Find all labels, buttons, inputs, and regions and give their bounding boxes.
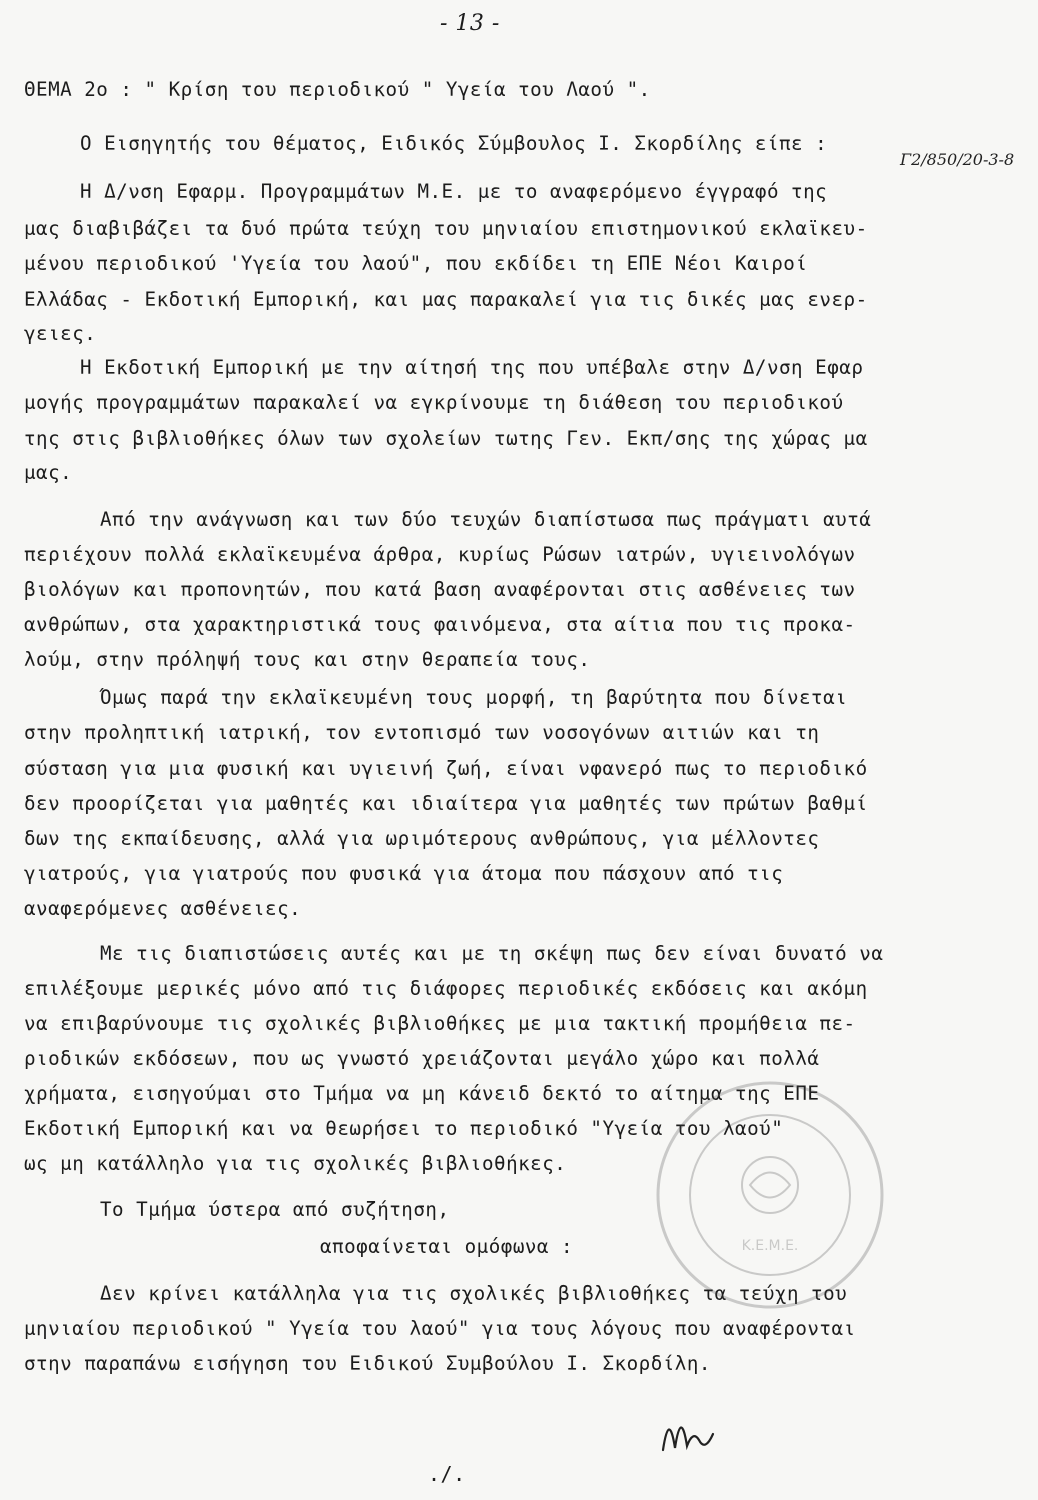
p4-line: Όμως παρά την εκλαϊκευμένη τους μορφή, τη βαρύτητα που δίνεται <box>100 686 848 709</box>
decision-intro-2: αποφαίνεται ομόφωνα : <box>320 1235 574 1258</box>
p3-line: Από την ανάγνωση και των δύο τευχών διαπίστωσα πως πράγματι αυτά <box>100 508 872 531</box>
p4-line: αναφερόμενες ασθένειες. <box>24 897 302 920</box>
p5-line: επιλέξουμε μερικές μόνο από τις διάφορες περιοδικές εκδόσεις και ακόμη <box>24 977 868 1000</box>
stamp-text: Κ.Ε.Μ.Ε. <box>741 1238 799 1254</box>
p5-line: να επιβαρύνουμε τις σχολικές βιβλιοθήκες με μια τακτική προμήθεια πε- <box>24 1012 856 1035</box>
p3-line: περιέχουν πολλά εκλαϊκευμένα άρθρα, κυρίως Ρώσων ιατρών, υγιεινολόγων <box>24 543 856 566</box>
p2-line: της στις βιβλιοθήκες όλων των σχολείων τωτης Γεν. Εκπ/σης της χώρας μα <box>24 427 868 450</box>
p2-line: μογής προγραμμάτων παρακαλεί να εγκρίνουμε τη διάθεση του περιοδικού <box>24 391 844 414</box>
p3-line: λούμ, στην πρόληψή τους και στην θεραπεία τους. <box>24 648 591 671</box>
intro-line: Ο Εισηγητής του θέματος, Ειδικός Σύμβουλος Ι. Σκορδίλης είπε : <box>80 132 828 155</box>
p5-line: ως μη κατάλληλο για τις σχολικές βιβλιοθήκες. <box>24 1152 567 1175</box>
p2-line: μας. <box>24 461 73 484</box>
p2-line: Η Εκδοτική Εμπορική με την αίτησή της που υπέβαλε στην Δ/νση Εφαρ <box>80 356 864 379</box>
official-stamp-icon <box>650 1075 890 1315</box>
p4-line: δεν προορίζεται για μαθητές και ιδιαίτερα για μαθητές των πρώτων βαθμί <box>24 792 868 815</box>
page-number: - 13 - <box>440 11 500 36</box>
decision-line: μηνιαίου περιοδικού " Υγεία του λαού" για τους λόγους που αναφέρονται <box>24 1317 856 1340</box>
decision-intro-1: Το Τμήμα ύστερα από συζήτηση, <box>100 1198 450 1221</box>
decision-line: Δεν κρίνει κατάλληλα για τις σχολικές βιβλιοθήκες τα τεύχη του <box>100 1282 848 1305</box>
p1-line: μένου περιοδικού 'Υγεία του λαού", που εκδίδει τη ΕΠΕ Νέοι Καιροί <box>24 252 808 275</box>
p4-line: δων της εκπαίδευσης, αλλά για ωριμότερους ανθρώπους, για μέλλοντες <box>24 827 820 850</box>
handwritten-reference: Γ2/850/20-3-8 <box>900 150 1015 169</box>
p3-line: ανθρώπων, στα χαρακτηριστικά τους φαινόμενα, στα αίτια που τις προκα- <box>24 613 856 636</box>
p1-line: μας διαβιβάζει τα δυό πρώτα τεύχη του μηνιαίου επιστημονικού εκλαϊκευ- <box>24 217 868 240</box>
p4-line: σύσταση για μια φυσική και υγιεινή ζωή, είναι νφανερό πως το περιοδικό <box>24 757 868 780</box>
p5-line: Με τις διαπιστώσεις αυτές και με τη σκέψη πως δεν είναι δυνατό να <box>100 942 884 965</box>
decision-line: στην παραπάνω εισήγηση του Ειδικού Συμβούλου Ι. Σκορδίλη. <box>24 1352 711 1375</box>
page-title: ΘΕΜΑ 2ο : " Κρίση του περιοδικού " Υγεία του Λαού ". <box>24 78 651 101</box>
p4-line: γιατρούς, για γιατρούς που φυσικά για άτομα που πάσχουν από τις <box>24 862 784 885</box>
p5-line: ριοδικών εκδόσεων, που ως γνωστό χρειάζονται μεγάλο χώρο και πολλά <box>24 1047 820 1070</box>
p1-line: γειες. <box>24 322 97 345</box>
footer-mark: ./. <box>428 1462 466 1486</box>
p5-line: χρήματα, εισηγούμαι στο Τμήμα να μη κάνειδ δεκτό το αίτημα της ΕΠΕ <box>24 1082 820 1105</box>
p1-line: Ελλάδας - Εκδοτική Εμπορική, και μας παρακαλεί για τις δικές μας ενερ- <box>24 288 868 311</box>
p3-line: βιολόγων και προπονητών, που κατά βαση αναφέρονται στις ασθένειες των <box>24 578 856 601</box>
p4-line: στην προληπτική ιατρική, τον εντοπισμό των νοσογόνων αιτιών και τη <box>24 721 820 744</box>
signature-icon <box>655 1400 725 1460</box>
p5-line: Εκδοτική Εμπορική και να θεωρήσει το περιοδικό "Υγεία του λαού" <box>24 1117 784 1140</box>
p1-line: Η Δ/νση Εφαρμ. Προγραμμάτων Μ.Ε. με το αναφερόμενο έγγραφό της <box>80 180 828 203</box>
